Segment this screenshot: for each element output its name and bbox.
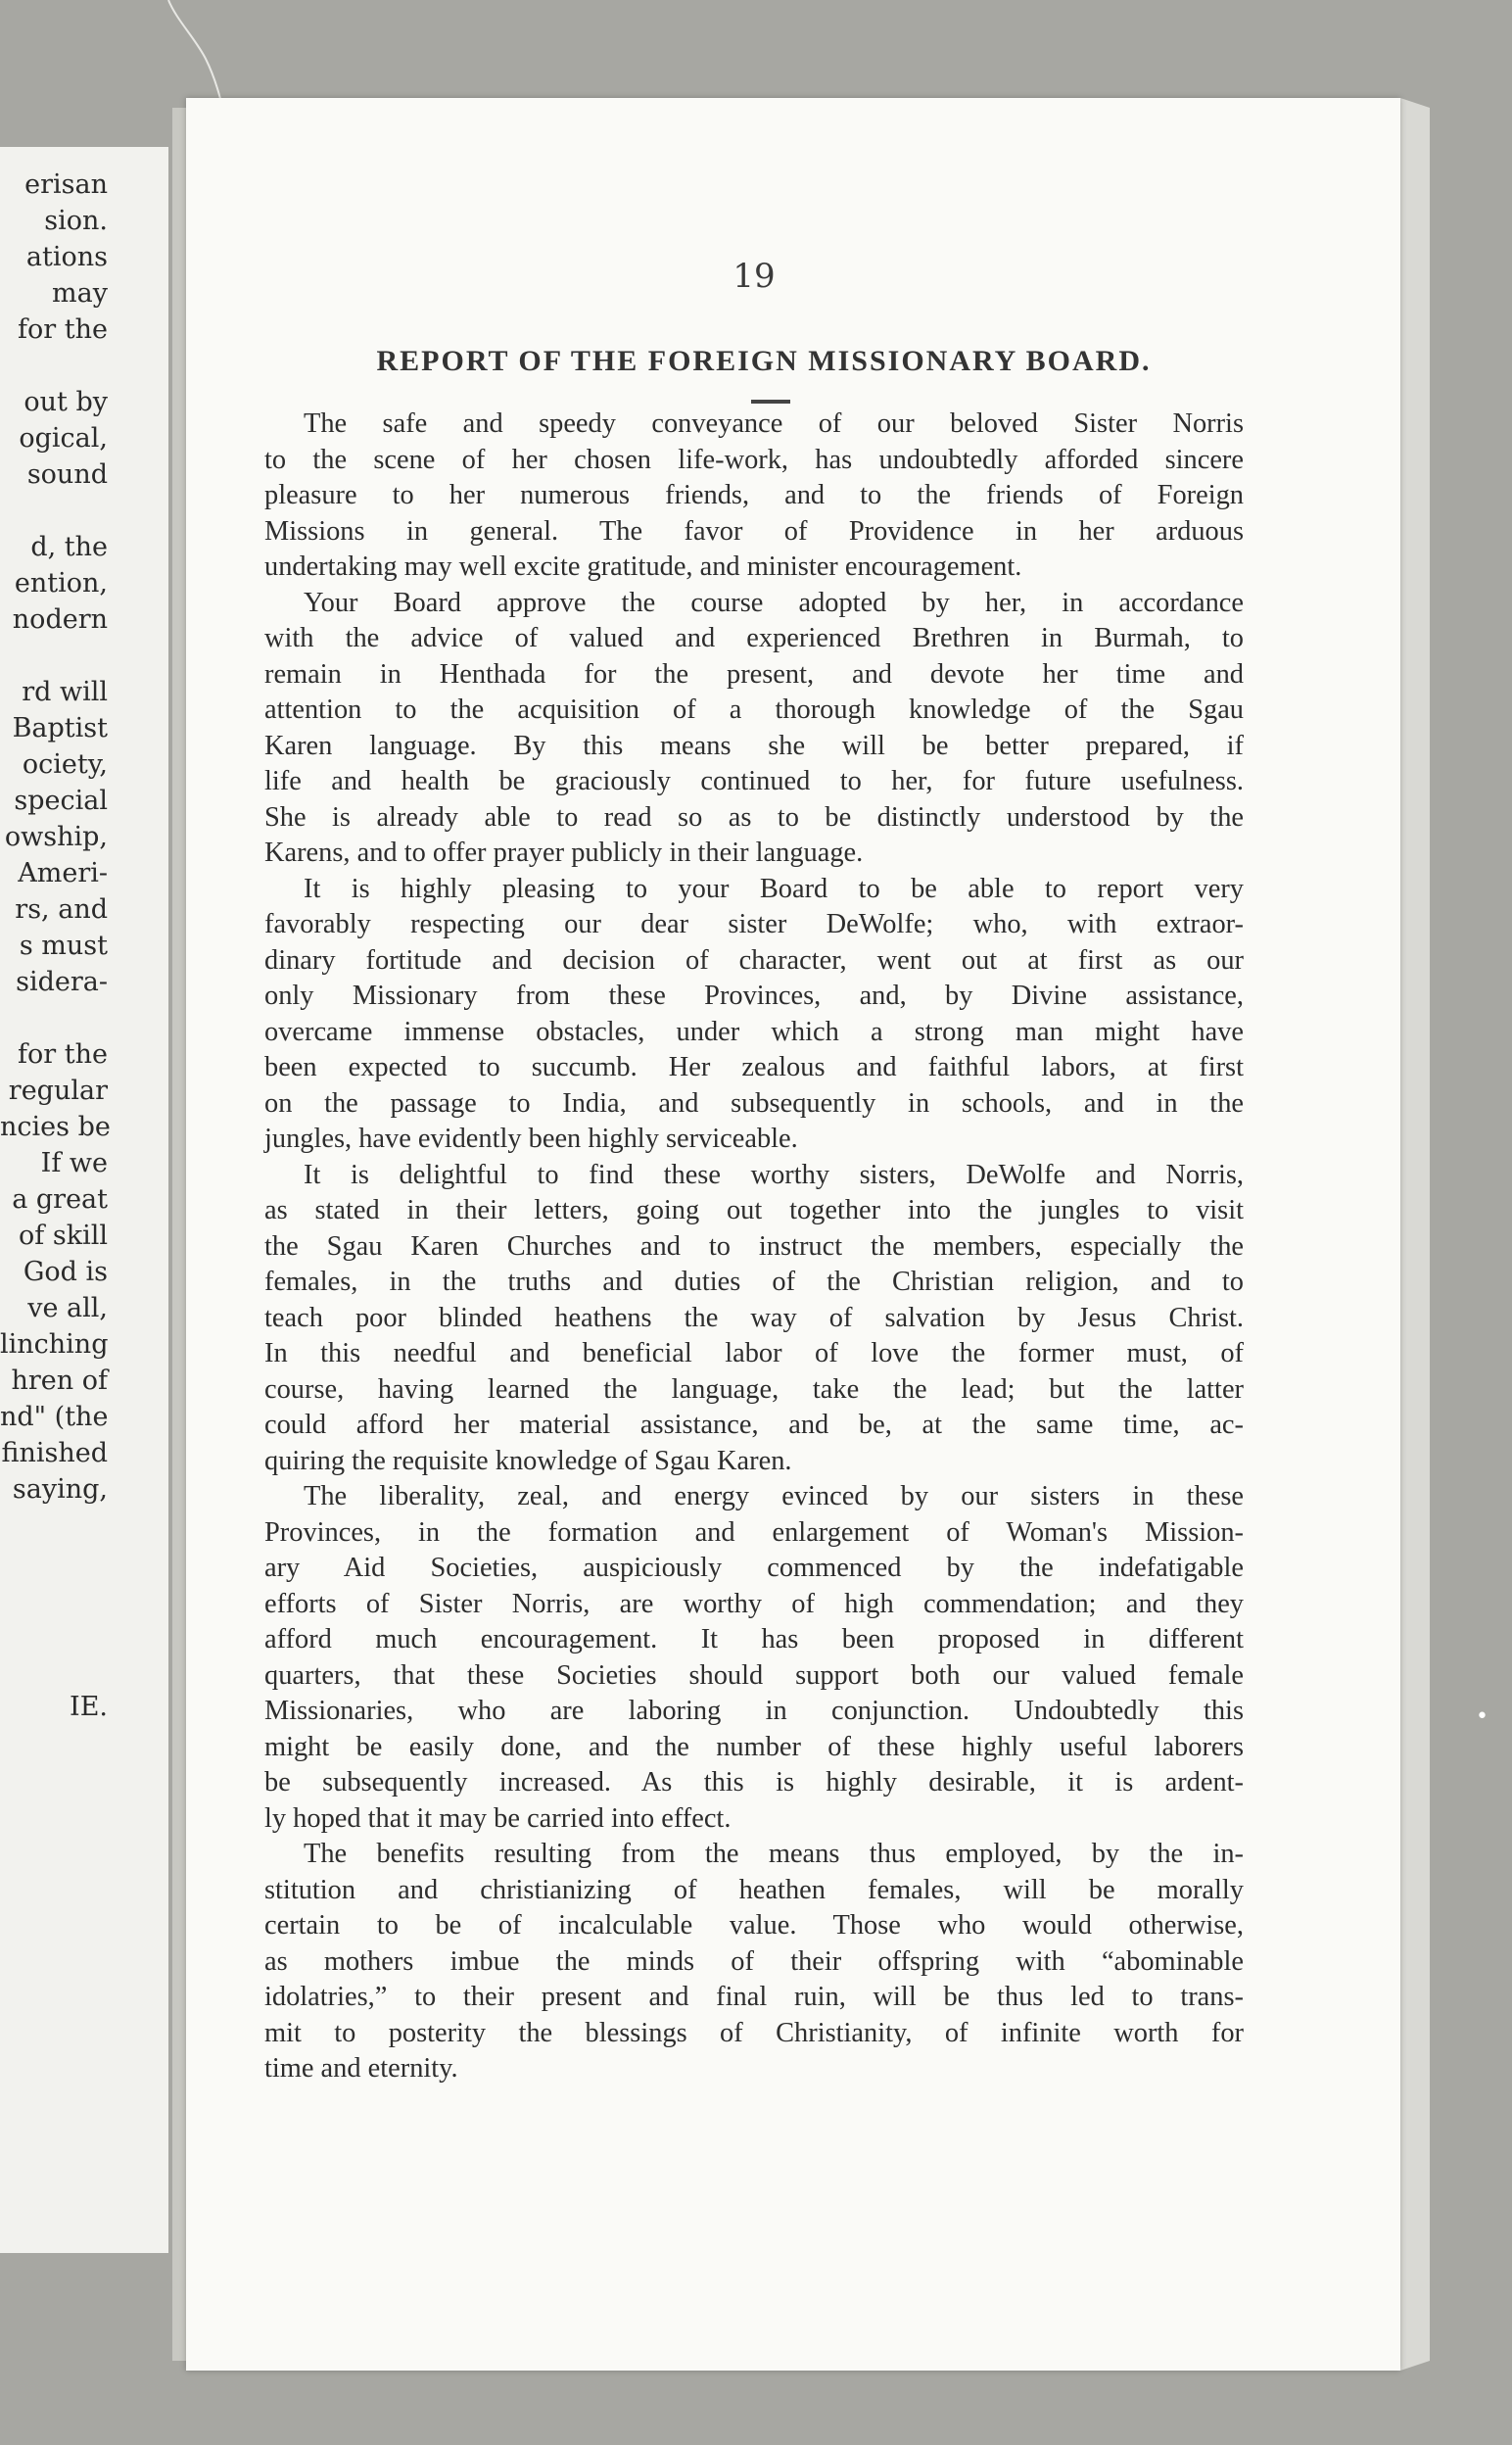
paragraph-line: as mothers imbue the minds of their offspring with “abominable	[264, 1945, 1244, 1977]
left-page-line: rs, and	[15, 894, 108, 925]
left-page-line: for the	[18, 1039, 108, 1070]
left-page-line: ve all,	[27, 1293, 108, 1323]
left-page-line: s must	[19, 931, 108, 961]
left-page-line: IE.	[70, 1692, 108, 1722]
paragraph-line: attention to the acquisition of a thorough knowledge of the Sgau	[264, 695, 1244, 725]
paragraph-line: with the advice of valued and experienced Brethren in Burmah, to	[264, 623, 1244, 653]
paragraph-line: efforts of Sister Norris, are worthy of high commendation; and they	[264, 1588, 1244, 1619]
paragraph-line: dinary fortitude and decision of character, went out at first as our	[264, 944, 1244, 976]
left-page-text	[0, 167, 111, 1725]
paragraph-line: stitution and christianizing of heathen females, will be morally	[264, 1874, 1244, 1905]
paragraph-line: remain in Henthada for the present, and devote her time and	[264, 658, 1244, 690]
left-page-line	[0, 1508, 108, 1544]
paragraph-line: Karens, and to offer prayer publicly in their language.	[264, 838, 864, 868]
paragraph-line: be subsequently increased. As this is highly desirable, it is ardent-	[264, 1767, 1244, 1798]
paragraph-line: ly hoped that it may be carried into effect.	[264, 1802, 732, 1834]
paragraph-line: certain to be of incalculable value. Those who would otherwise,	[264, 1910, 1244, 1941]
left-page-line: nd" (the	[0, 1402, 109, 1432]
edge-mark: •	[1476, 1704, 1488, 1729]
paragraph-line: pleasure to her numerous friends, and to the friends of Foreign	[264, 480, 1244, 510]
paragraph-line: the Sgau Karen Churches and to instruct the members, especially the	[264, 1230, 1244, 1262]
left-page-line: out by	[24, 387, 108, 417]
left-page-line: owship,	[4, 822, 108, 852]
left-page-line: sound	[26, 459, 108, 490]
paragraph-line: life and health be graciously continued to her, for future usefulness.	[264, 766, 1244, 796]
left-page-line: ention,	[14, 568, 108, 599]
left-page-line: saying,	[12, 1474, 108, 1505]
paragraph-line: course, having learned the language, take the lead; but the latter	[264, 1373, 1244, 1405]
left-page-line: Ameri-	[18, 858, 108, 888]
left-page-line: ations	[25, 242, 108, 272]
report-body	[264, 407, 1244, 2087]
left-page-line: a great	[12, 1184, 108, 1215]
left-page-line: erisan	[24, 169, 108, 200]
left-page-line: linching	[0, 1329, 109, 1360]
paragraph-line: time and eternity.	[264, 2053, 458, 2084]
left-page-line: ociety,	[22, 749, 108, 780]
paragraph-line: In this needful and beneficial labor of love the former must, of	[264, 1338, 1244, 1368]
paragraph-line: on the passage to India, and subsequently in schools, and in the	[264, 1087, 1244, 1119]
paragraph-line: The liberality, zeal, and energy evinced by our sisters in these	[304, 1481, 1244, 1511]
left-page-line: rd will	[22, 677, 108, 707]
left-page-line: may	[52, 278, 108, 309]
left-page-line	[0, 1000, 108, 1036]
paragraph-line: could afford her material assistance, and be, at the same time, ac-	[264, 1410, 1244, 1440]
left-page-line: ogical,	[19, 423, 108, 454]
paragraph-line: afford much encouragement. It has been proposed in different	[264, 1624, 1244, 1654]
paragraph-line: ary Aid Societies, auspiciously commenced by the indefatigable	[264, 1553, 1244, 1583]
paragraph-line: The safe and speedy conveyance of our beloved Sister Norris	[304, 408, 1244, 439]
heading-rule	[751, 400, 790, 404]
left-page-line: of skill	[19, 1221, 108, 1251]
paragraph-line: quarters, that these Societies should support both our valued female	[264, 1659, 1244, 1691]
left-page-line	[0, 348, 108, 384]
paragraph-line: females, in the truths and duties of the Christian religion, and to	[264, 1267, 1244, 1297]
paragraph-line: It is highly pleasing to your Board to be able to report very	[304, 873, 1244, 904]
left-page-line: sidera-	[16, 967, 108, 997]
paragraph-line: jungles, have evidently been highly serviceable.	[264, 1124, 798, 1154]
left-page-line	[0, 1616, 108, 1653]
report-heading: REPORT OF THE FOREIGN MISSIONARY BOARD.	[376, 345, 1152, 377]
paragraph-line: mit to posterity the blessings of Christianity, of infinite worth for	[264, 2017, 1244, 2048]
left-page-line: special	[14, 786, 108, 816]
paragraph-line: overcame immense obstacles, under which a strong man might have	[264, 1016, 1244, 1047]
left-page-line: sion.	[44, 206, 108, 236]
left-page-line: If we	[40, 1148, 108, 1178]
left-page-line: hren of	[11, 1366, 108, 1396]
paragraph-line: Missionaries, who are laboring in conjunction. Undoubtedly this	[264, 1696, 1244, 1726]
paragraph-line: teach poor blinded heathens the way of salvation by Jesus Christ.	[264, 1302, 1244, 1333]
left-page-line: regular	[8, 1076, 108, 1106]
paragraph-line: It is delightful to find these worthy sisters, DeWolfe and Norris,	[304, 1159, 1244, 1190]
paragraph-line: Karen language. By this means she will be better prepared, if	[264, 730, 1244, 761]
paragraph-line: Missions in general. The favor of Providence in her arduous	[264, 515, 1244, 547]
paragraph-line: to the scene of her chosen life-work, has undoubtedly afforded sincere	[264, 444, 1244, 475]
paragraph-line: only Missionary from these Provinces, and, by Divine assistance,	[264, 981, 1244, 1011]
left-page-line: finished	[1, 1438, 108, 1468]
paragraph-line: favorably respecting our dear sister DeWolfe; who, with extraor-	[264, 909, 1244, 939]
page-number: 19	[732, 257, 776, 296]
left-page-line	[0, 638, 108, 674]
left-page-line	[0, 1653, 108, 1689]
left-page-line	[0, 1580, 108, 1616]
paragraph-line: Your Board approve the course adopted by her, in accordance	[304, 587, 1244, 618]
left-page-line: ncies be	[0, 1112, 111, 1142]
left-page-line: Baptist	[12, 713, 108, 743]
left-page-line: nodern	[12, 604, 108, 635]
left-page-line	[0, 1544, 108, 1580]
paragraph-line: The benefits resulting from the means thus employed, by the in-	[304, 1839, 1244, 1869]
left-page-line: d, the	[30, 532, 108, 562]
paragraph-line: Provinces, in the formation and enlargement of Woman's Mission-	[264, 1516, 1244, 1548]
paragraph-line: been expected to succumb. Her zealous and faithful labors, at first	[264, 1052, 1244, 1082]
paragraph-line: as stated in their letters, going out together into the jungles to visit	[264, 1195, 1244, 1225]
paragraph-line: idolatries,” to their present and final ruin, will be thus led to trans-	[264, 1982, 1244, 2012]
left-page-line	[0, 493, 108, 529]
paragraph-line: quiring the requisite knowledge of Sgau Karen.	[264, 1445, 792, 1476]
left-page-line: God is	[23, 1257, 108, 1287]
left-page-line: for the	[18, 314, 108, 345]
paragraph-line: might be easily done, and the number of these highly useful laborers	[264, 1731, 1244, 1762]
paragraph-line: She is already able to read so as to be distinctly understood by the	[264, 801, 1244, 833]
paragraph-line: undertaking may well excite gratitude, and minister encouragement.	[264, 551, 1022, 582]
